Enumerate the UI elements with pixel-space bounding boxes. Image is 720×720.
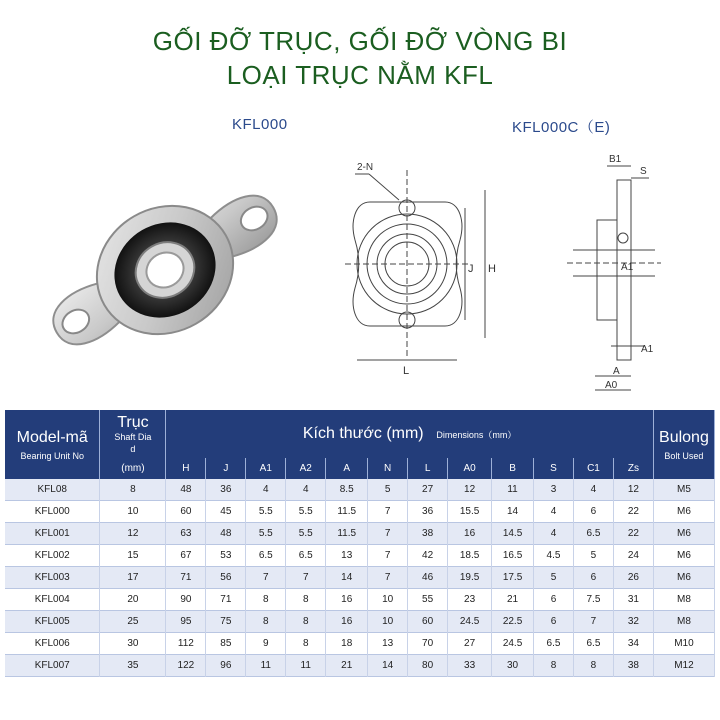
table-cell: M6 bbox=[653, 523, 714, 545]
label-a: A bbox=[613, 366, 620, 377]
table-cell: 80 bbox=[408, 655, 448, 677]
table-cell: 60 bbox=[408, 611, 448, 633]
table-cell: 71 bbox=[206, 589, 246, 611]
table-cell: M8 bbox=[653, 589, 714, 611]
table-cell: 5.5 bbox=[286, 501, 326, 523]
label-a0: A0 bbox=[605, 380, 618, 391]
table-cell: 11.5 bbox=[326, 523, 368, 545]
dimensions-header-cell bbox=[166, 410, 654, 458]
label-a1-bottom: A1 bbox=[641, 344, 654, 355]
table-cell: 31 bbox=[613, 589, 653, 611]
table-cell: 4 bbox=[286, 479, 326, 501]
table-body bbox=[5, 479, 715, 677]
table-cell: 38 bbox=[613, 655, 653, 677]
model-label-kfl000: KFL000 bbox=[232, 116, 288, 133]
page-title-line1: GỐI ĐỠ TRỤC, GỐI ĐỠ VÒNG BI bbox=[152, 26, 568, 56]
table-cell: 45 bbox=[206, 501, 246, 523]
model-header: Model-mã bbox=[16, 428, 88, 446]
table-cell: M6 bbox=[653, 567, 714, 589]
model-cell: KFL005 bbox=[5, 611, 100, 633]
shaft-subheader: Shaft Dia bbox=[114, 432, 152, 442]
table-cell: 5 bbox=[534, 567, 574, 589]
model-cell: KFL006 bbox=[5, 633, 100, 655]
table-cell: 7 bbox=[286, 567, 326, 589]
table-cell: 42 bbox=[408, 545, 448, 567]
table-cell: 5.5 bbox=[246, 523, 286, 545]
table-cell: 19.5 bbox=[448, 567, 492, 589]
table-cell: 8 bbox=[286, 611, 326, 633]
table-cell: 11 bbox=[246, 655, 286, 677]
table-cell: M5 bbox=[653, 479, 714, 501]
table-cell: 18.5 bbox=[448, 545, 492, 567]
label-b1: B1 bbox=[609, 154, 622, 165]
table-cell: 10 bbox=[368, 589, 408, 611]
table-cell: 21 bbox=[492, 589, 534, 611]
table-cell: 75 bbox=[206, 611, 246, 633]
front-view-drawing bbox=[335, 150, 510, 390]
table-cell: 24 bbox=[613, 545, 653, 567]
table-cell: 18 bbox=[326, 633, 368, 655]
table-cell: 25 bbox=[100, 611, 166, 633]
col-header: J bbox=[206, 458, 246, 479]
table-cell: M8 bbox=[653, 611, 714, 633]
table-cell: 55 bbox=[408, 589, 448, 611]
table-cell: 13 bbox=[326, 545, 368, 567]
table-cell: 16.5 bbox=[492, 545, 534, 567]
shaft-header-cell bbox=[100, 410, 166, 458]
table-cell: 85 bbox=[206, 633, 246, 655]
table-cell: 6 bbox=[573, 501, 613, 523]
table-cell: 6 bbox=[573, 567, 613, 589]
table-row bbox=[5, 655, 715, 677]
table-cell: 7 bbox=[368, 567, 408, 589]
table-cell: 5 bbox=[573, 545, 613, 567]
table-cell: 7 bbox=[368, 523, 408, 545]
table-cell: 46 bbox=[408, 567, 448, 589]
table-cell: 14 bbox=[492, 501, 534, 523]
model-cell: KFL003 bbox=[5, 567, 100, 589]
label-l: L bbox=[403, 365, 410, 377]
label-h: H bbox=[488, 263, 496, 275]
col-header: L bbox=[408, 458, 448, 479]
table-cell: 71 bbox=[166, 567, 206, 589]
table-cell: 14 bbox=[326, 567, 368, 589]
label-a1-top: A1 bbox=[621, 262, 634, 273]
table-cell: 4.5 bbox=[534, 545, 574, 567]
col-header: S bbox=[534, 458, 574, 479]
table-cell: 4 bbox=[534, 523, 574, 545]
table-row bbox=[5, 611, 715, 633]
table-row bbox=[5, 567, 715, 589]
table-cell: 16 bbox=[326, 611, 368, 633]
table-row bbox=[5, 633, 715, 655]
shaft-header: Trục bbox=[117, 414, 149, 431]
table-cell: 4 bbox=[573, 479, 613, 501]
table-cell: 122 bbox=[166, 655, 206, 677]
table-cell: 11 bbox=[492, 479, 534, 501]
side-view-drawing bbox=[565, 150, 665, 395]
shaft-d-label: d bbox=[130, 444, 136, 454]
table-cell: 16 bbox=[448, 523, 492, 545]
table-row bbox=[5, 501, 715, 523]
table-cell: 27 bbox=[408, 479, 448, 501]
table-cell: 96 bbox=[206, 655, 246, 677]
bolt-subheader: Bolt Used bbox=[664, 450, 704, 461]
table-cell: 5.5 bbox=[286, 523, 326, 545]
table-cell: 38 bbox=[408, 523, 448, 545]
table-cell: 11 bbox=[286, 655, 326, 677]
table-cell: 36 bbox=[206, 479, 246, 501]
table-cell: 4 bbox=[534, 501, 574, 523]
table-row bbox=[5, 545, 715, 567]
table-cell: 14 bbox=[368, 655, 408, 677]
table-cell: 63 bbox=[166, 523, 206, 545]
table-cell: 7 bbox=[368, 545, 408, 567]
table-cell: 27 bbox=[448, 633, 492, 655]
table-cell: 16 bbox=[326, 589, 368, 611]
table-cell: 6 bbox=[534, 589, 574, 611]
bearing-unit-photo bbox=[0, 140, 330, 380]
table-cell: 8.5 bbox=[326, 479, 368, 501]
table-cell: 17.5 bbox=[492, 567, 534, 589]
table-cell: 8 bbox=[246, 589, 286, 611]
col-header: A1 bbox=[246, 458, 286, 479]
model-subheader: Bearing Unit No bbox=[20, 450, 84, 461]
col-header: N bbox=[368, 458, 408, 479]
table-cell: 8 bbox=[286, 589, 326, 611]
model-header-cell bbox=[5, 410, 100, 479]
table-cell: 7.5 bbox=[573, 589, 613, 611]
table-cell: 24.5 bbox=[448, 611, 492, 633]
col-header: A0 bbox=[448, 458, 492, 479]
table-cell: 11.5 bbox=[326, 501, 368, 523]
table-cell: 7 bbox=[368, 501, 408, 523]
table-cell: 22 bbox=[613, 523, 653, 545]
table-cell: 6 bbox=[534, 611, 574, 633]
table-cell: 21 bbox=[326, 655, 368, 677]
table-cell: 10 bbox=[100, 501, 166, 523]
table-cell: 95 bbox=[166, 611, 206, 633]
table-cell: 35 bbox=[100, 655, 166, 677]
table-cell: 13 bbox=[368, 633, 408, 655]
table-cell: 22.5 bbox=[492, 611, 534, 633]
table-cell: 30 bbox=[492, 655, 534, 677]
table-cell: 24.5 bbox=[492, 633, 534, 655]
label-s: S bbox=[640, 166, 647, 177]
table-cell: 60 bbox=[166, 501, 206, 523]
table-cell: 7 bbox=[573, 611, 613, 633]
dimensions-subheader: Dimensions（mm） bbox=[436, 430, 517, 440]
model-cell: KFL001 bbox=[5, 523, 100, 545]
table-cell: 8 bbox=[286, 633, 326, 655]
table-cell: 8 bbox=[573, 655, 613, 677]
table-cell: 5 bbox=[368, 479, 408, 501]
table-cell: 70 bbox=[408, 633, 448, 655]
table-cell: 15.5 bbox=[448, 501, 492, 523]
table-cell: 6.5 bbox=[286, 545, 326, 567]
table-cell: 7 bbox=[246, 567, 286, 589]
col-header: A2 bbox=[286, 458, 326, 479]
table-cell: 14.5 bbox=[492, 523, 534, 545]
table-cell: 53 bbox=[206, 545, 246, 567]
bolt-header-cell bbox=[653, 410, 714, 479]
table-cell: 26 bbox=[613, 567, 653, 589]
col-header: Zs bbox=[613, 458, 653, 479]
model-cell: KFL000 bbox=[5, 501, 100, 523]
table-cell: 6.5 bbox=[534, 633, 574, 655]
table-cell: 8 bbox=[534, 655, 574, 677]
table-cell: 15 bbox=[100, 545, 166, 567]
table-cell: 9 bbox=[246, 633, 286, 655]
label-2n: 2-N bbox=[357, 162, 374, 173]
col-header: B bbox=[492, 458, 534, 479]
table-cell: 3 bbox=[534, 479, 574, 501]
table-cell: 6.5 bbox=[573, 523, 613, 545]
table-row bbox=[5, 479, 715, 501]
col-header: C1 bbox=[573, 458, 613, 479]
model-cell: KFL002 bbox=[5, 545, 100, 567]
model-cell: KFL007 bbox=[5, 655, 100, 677]
table-cell: M10 bbox=[653, 633, 714, 655]
table-cell: 33 bbox=[448, 655, 492, 677]
table-cell: 8 bbox=[100, 479, 166, 501]
table-cell: M6 bbox=[653, 501, 714, 523]
table-cell: 6.5 bbox=[573, 633, 613, 655]
table-cell: 12 bbox=[613, 479, 653, 501]
dimensions-table bbox=[5, 410, 715, 677]
table-cell: 20 bbox=[100, 589, 166, 611]
table-row bbox=[5, 589, 715, 611]
col-header: H bbox=[166, 458, 206, 479]
table-cell: M6 bbox=[653, 545, 714, 567]
table-cell: 12 bbox=[448, 479, 492, 501]
table-cell: 12 bbox=[100, 523, 166, 545]
table-cell: 10 bbox=[368, 611, 408, 633]
table-cell: 8 bbox=[246, 611, 286, 633]
table-cell: 90 bbox=[166, 589, 206, 611]
model-cell: KFL08 bbox=[5, 479, 100, 501]
table-cell: 34 bbox=[613, 633, 653, 655]
dimensions-header: Kích thước (mm) bbox=[302, 425, 424, 442]
shaft-unit: (mm) bbox=[100, 458, 166, 479]
page-title-line2: LOẠI TRỤC NẰM KFL bbox=[226, 60, 494, 90]
table-cell: 112 bbox=[166, 633, 206, 655]
table-cell: 48 bbox=[166, 479, 206, 501]
table-cell: 67 bbox=[166, 545, 206, 567]
model-label-kfl000c: KFL000C（E) bbox=[512, 119, 611, 136]
model-cell: KFL004 bbox=[5, 589, 100, 611]
table-cell: 30 bbox=[100, 633, 166, 655]
table-cell: 23 bbox=[448, 589, 492, 611]
table-cell: 4 bbox=[246, 479, 286, 501]
bolt-header: Bulong bbox=[659, 428, 709, 446]
table-row bbox=[5, 523, 715, 545]
table-cell: 22 bbox=[613, 501, 653, 523]
table-cell: 6.5 bbox=[246, 545, 286, 567]
table-cell: 48 bbox=[206, 523, 246, 545]
table-cell: 5.5 bbox=[246, 501, 286, 523]
table-cell: 56 bbox=[206, 567, 246, 589]
col-header: A bbox=[326, 458, 368, 479]
label-j: J bbox=[468, 263, 474, 275]
table-cell: 36 bbox=[408, 501, 448, 523]
table-cell: 17 bbox=[100, 567, 166, 589]
table-cell: 32 bbox=[613, 611, 653, 633]
table-cell: M12 bbox=[653, 655, 714, 677]
